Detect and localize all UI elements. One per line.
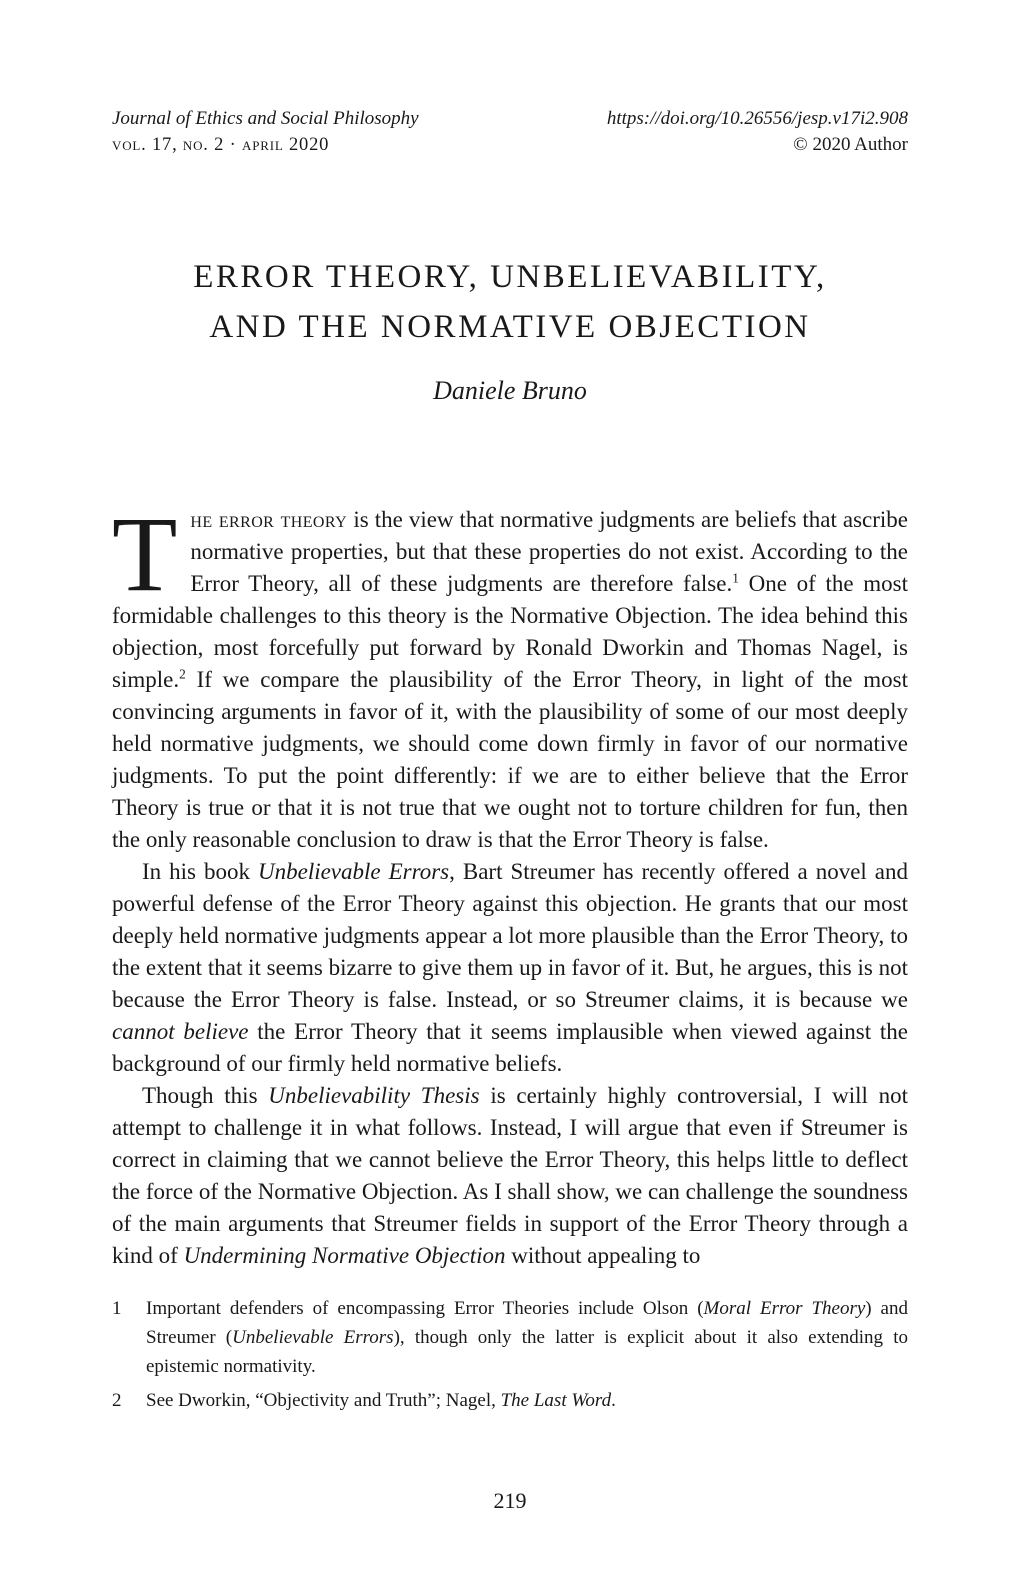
- article-body: [112, 496, 908, 1272]
- journal-name: Journal of Ethics and Social Philosophy: [112, 108, 419, 129]
- text-run: he error theory: [190, 507, 354, 532]
- page-header: [112, 0, 908, 158]
- text-run: Undermining Normative Objection: [183, 1243, 506, 1268]
- text-run: ) and Streumer (: [146, 1298, 908, 1348]
- doi-text: https://doi.org/10.26556/jesp.v17i2.908: [606, 108, 908, 129]
- text-run: Unbelievable Errors: [258, 859, 450, 884]
- text-run: Moral Error Theory: [703, 1298, 866, 1319]
- footnote-marker: 1: [732, 570, 739, 586]
- footnote-text: [146, 1386, 908, 1415]
- header-right: [607, 106, 908, 158]
- paragraph: [112, 496, 908, 856]
- page-number: 219: [493, 1488, 527, 1513]
- text-run: Though this: [142, 1083, 269, 1108]
- text-run: cannot believe: [112, 1019, 249, 1044]
- title-line-2: AND THE NORMATIVE OBJECTION: [209, 309, 811, 345]
- footnote-number: 1: [112, 1298, 122, 1319]
- article-author: Daniele Bruno: [433, 376, 587, 405]
- text-run: the Error Theory that it seems implausible when viewed against the background of our firmly held normative beliefs.: [112, 1019, 908, 1076]
- text-run: is the view that normative judgments are beliefs that ascribe normative properties, but that these properties do not exist. According to the Error Theory, all of these judgments are therefore false.: [190, 507, 908, 596]
- text-run: Important defenders of encompassing Error Theories include Olson (: [146, 1298, 704, 1319]
- text-run: .: [611, 1390, 616, 1411]
- text-run: The Last Word: [500, 1390, 612, 1411]
- text-run: Unbelievable Errors: [232, 1327, 394, 1348]
- text-run: If we compare the plausibility of the Error Theory, in light of the most convincing arguments in favor of it, with the plausibility of some of our most deeply held normative judgments, we should come down firmly in favor of our normative judgments. To put the point differently: if we are to either believe that the Error Theory is true or that it is not true that we ought not to torture children for fun, then the only reasonable conclusion to draw is that the Error Theory is false.: [112, 667, 908, 852]
- paragraph: [112, 1080, 908, 1272]
- text-run: , Bart Streumer has recently offered a novel and powerful defense of the Error Theory against this objection. He grants that our most deeply held normative judgments appear a lot more plausible than the Error Theory, to the extent that it seems bizarre to give them up in favor of it. But, he argues, this is not because the Error Theory is false. Instead, or so Streumer claims, it is because we: [112, 859, 908, 1012]
- footnotes: [112, 1294, 908, 1415]
- footnote: [112, 1294, 908, 1381]
- text-run: ), though only the latter is explicit about it also extending to epistemic normativity.: [146, 1327, 908, 1377]
- text-run: without appealing to: [505, 1243, 701, 1268]
- footnote-text: [146, 1294, 908, 1381]
- footnote-number: 2: [112, 1390, 122, 1411]
- text-run: In his book: [142, 859, 258, 884]
- title-line-1: ERROR THEORY, UNBELIEVABILITY,: [193, 259, 827, 295]
- article-title: [112, 252, 908, 352]
- drop-cap: T: [112, 496, 178, 614]
- text-run: is certainly highly controversial, I will not attempt to challenge it in what follows. Instead, I will argue that even if Streumer is correct in claiming that we cannot believe the Error Theory, this helps little to deflect the force of the Normative Objection. As I shall show, we can challenge the soundness of the main arguments that Streumer fields in support of the Error Theory through a kind of: [112, 1083, 908, 1268]
- paragraph: [112, 856, 908, 1080]
- text-run: One of the most formidable challenges to this theory is the Normative Objection. The idea behind this objection, most forcefully put forward by Ronald Dworkin and Thomas Nagel, is simple.: [112, 571, 908, 692]
- copyright-notice: © 2020 Author: [793, 134, 908, 155]
- volume-line: vol. 17, no. 2 · april 2020: [112, 135, 330, 155]
- footnote-marker: 2: [179, 666, 186, 682]
- footnote: [112, 1386, 908, 1415]
- text-run: See Dworkin, “Objectivity and Truth”; Nagel,: [146, 1390, 501, 1411]
- text-run: Unbelievability Thesis: [268, 1083, 480, 1108]
- header-left: [112, 106, 419, 158]
